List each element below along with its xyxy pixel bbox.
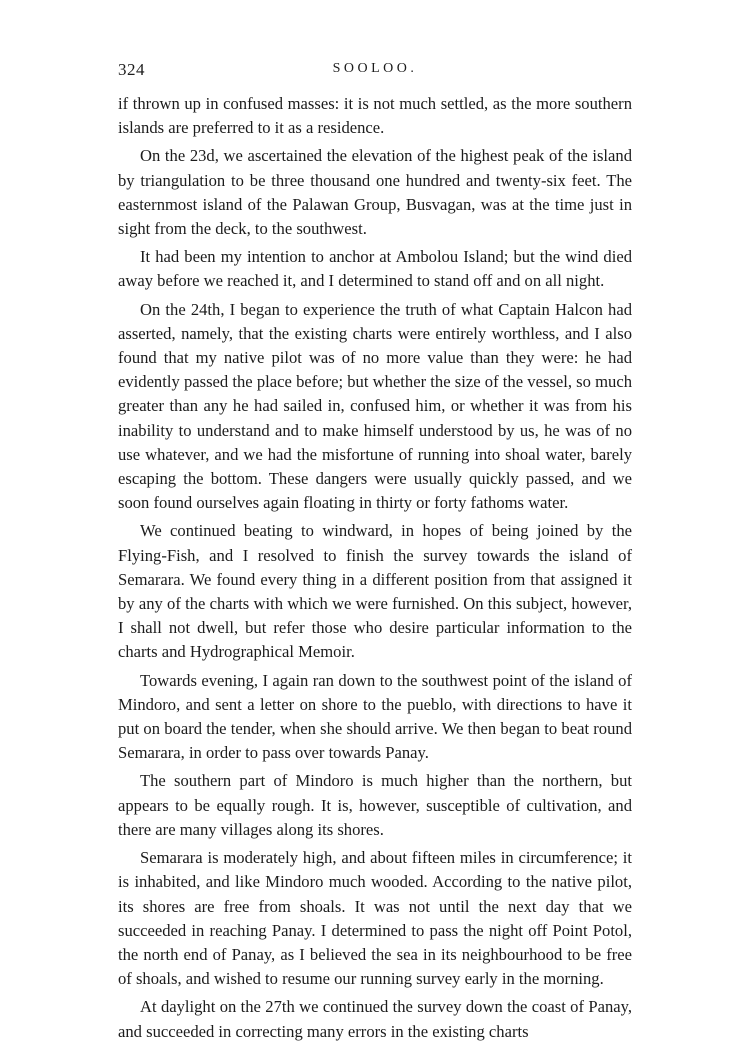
page-number: 324 xyxy=(118,60,145,79)
paragraph-towards-evening: Towards evening, I again ran down to the southwest point of the island of Mindoro, and sent a letter on shore to the pueblo, with directions to have it put on board the tender, when she should arrive. We then began to beat round Semarara, in order to pass over towards Panay. xyxy=(118,670,632,763)
body-text xyxy=(118,92,632,1044)
paragraph-24th-charts: On the 24th, I began to experience the truth of what Captain Halcon had asserted, namely, that the existing charts were entirely worthless, and I also found that my native pilot was of no more value than they were: he had evidently passed the place before; but whether the size of the vessel, so much greater than any he had sailed in, confused him, or whether it was from his inability to understand and to make himself understood by us, he was of no use whatever, and we had the misfortune of running into shoal water, barely escaping the bottom. These dangers were usually quickly passed, and we soon found ourselves again floating in thirty or forty fathoms water. xyxy=(118,299,632,513)
paragraph-27th-daylight: At daylight on the 27th we continued the survey down the coast of Panay, and succeeded in correcting many errors in the existing charts xyxy=(118,997,632,1041)
paragraph-ambolou-island: It had been my intention to anchor at Ambolou Island; but the wind died away before we reached it, and I determined to stand off and on all night. xyxy=(118,247,632,291)
paragraph-continuation: if thrown up in confused masses: it is not much settled, as the more southern islands are preferred to it as a residence. xyxy=(118,94,632,138)
paragraph-23d-elevation: On the 23d, we ascertained the elevation of the highest peak of the island by triangulation to be three thousand one hundred and twenty-six feet. The easternmost island of the Palawan Group, Busvagan, was at the time just in sight from the deck, to the southwest. xyxy=(118,146,632,239)
running-head: SOOLOO. xyxy=(332,61,418,76)
page-header xyxy=(118,60,632,84)
paragraph-beating-windward: We continued beating to windward, in hopes of being joined by the Flying-Fish, and I resolved to finish the survey towards the island of Semarara. We found every thing in a different position from that assigned it by any of the charts with which we were furnished. On this subject, however, I shall not dwell, but refer those who desire particular information to the charts and Hydrographical Memoir. xyxy=(118,521,632,662)
paragraph-semarara: Semarara is moderately high, and about fifteen miles in circumference; it is inhabited, and like Mindoro much wooded. According to the native pilot, its shores are free from shoals. It was not until the next day that we succeeded in reaching Panay. I determined to pass the night off Point Potol, the north end of Panay, as I believed the sea in its neighbourhood to be free of shoals, and wished to resume our running survey early in the morning. xyxy=(118,848,632,989)
paragraph-southern-mindoro: The southern part of Mindoro is much higher than the northern, but appears to be equally rough. It is, however, susceptible of cultivation, and there are many villages along its shores. xyxy=(118,771,632,839)
